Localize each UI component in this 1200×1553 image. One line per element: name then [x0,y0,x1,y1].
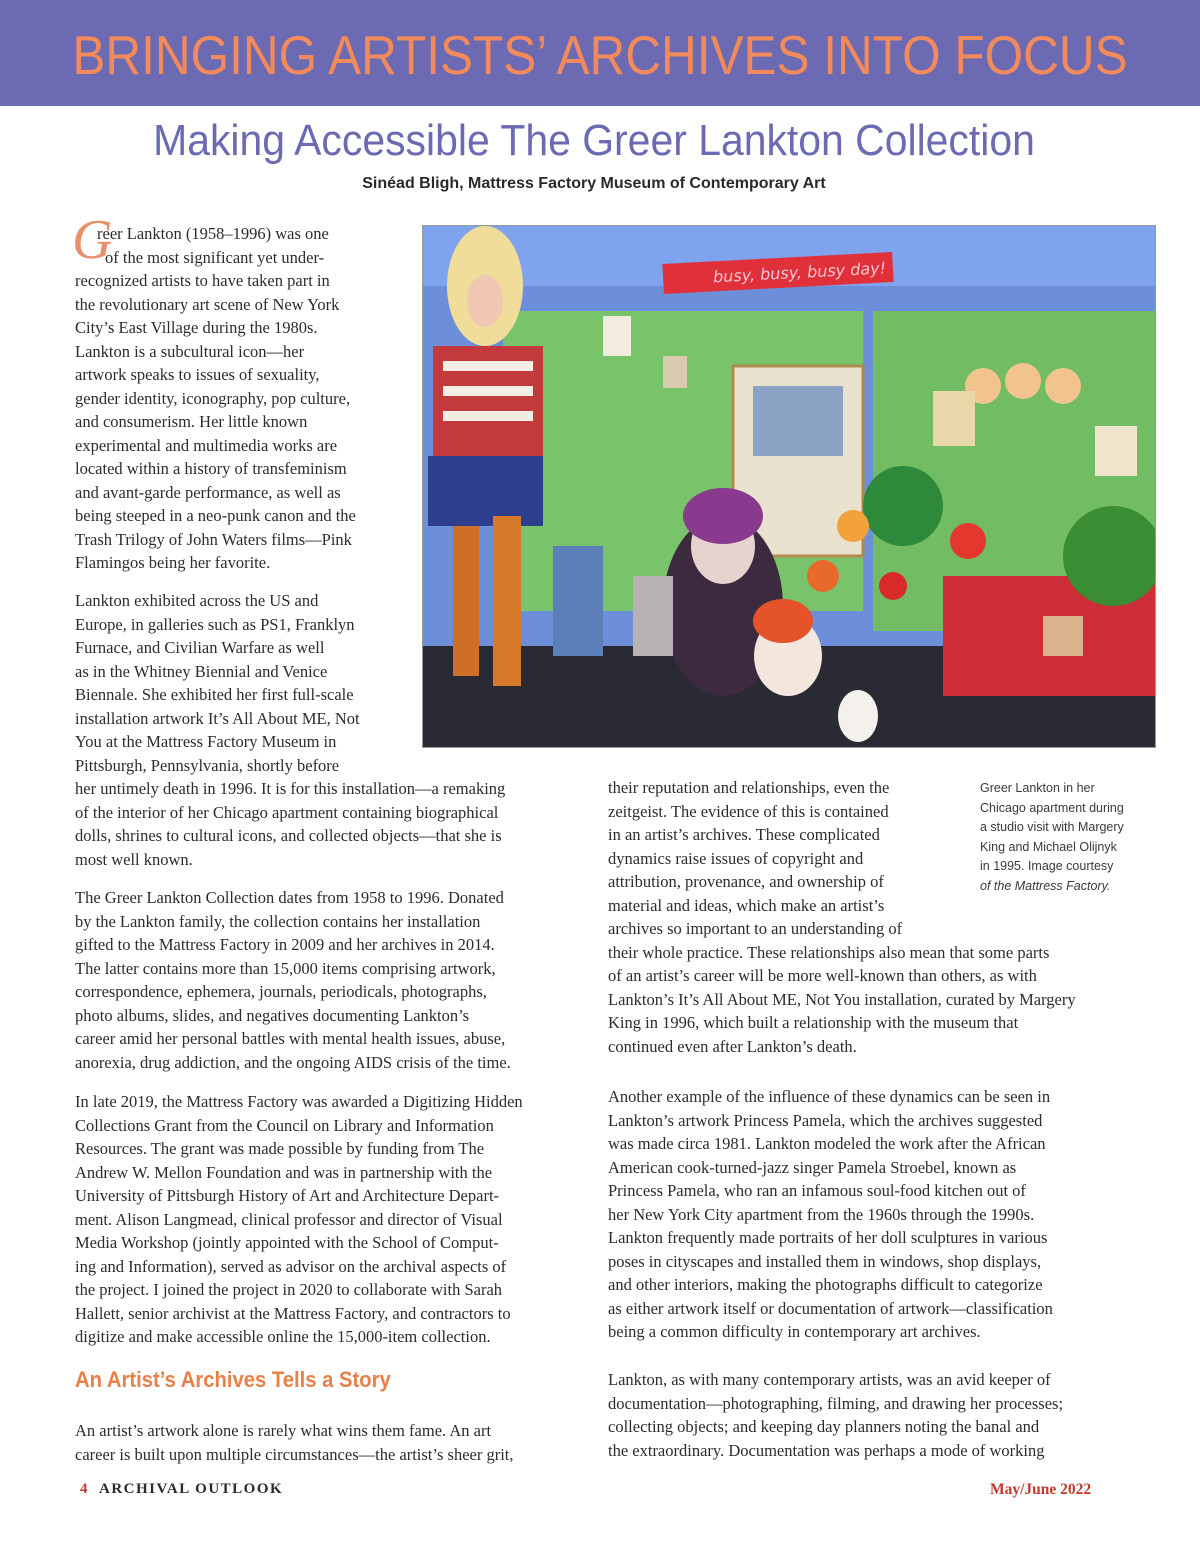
article-title: Making Accessible The Greer Lankton Collection [153,116,1035,165]
page-number: 4 [80,1481,89,1497]
paragraph-documentation: Lankton, as with many contemporary artists, was an avid keeper of documentation—photographing, filming, and drawing her processes; collecting objects; and keeping day planners noting the banal and the extraordinary. Documentation was perhaps a mode of working [608,1370,1064,1460]
photo-caption: Greer Lankton in her Chicago apartment during a studio visit with Margery King and Michael Olijnyk in 1995. Image courtesy of the Mattress Factory. [980,781,1124,893]
paragraph-princess-pamela: Another example of the influence of these dynamics can be seen in Lankton’s artwork Princess Pamela, which the archives suggested was made circa 1981. Lankton modeled the work after the African American cook-turned-jazz singer Pamela Stroebel, known as Princess Pamela, who ran an infamous soul-food kitchen out of her New York City apartment from the 1960s through the 1990s. Lankton frequently made portraits of her doll sculptures in various poses in cityscapes and installed them in windows, shop displays, and other interiors, making the photographs difficult to categorize as either artwork itself or documentation of artwork—classification being a common difficulty in contemporary art archives. [608,1087,1053,1341]
byline: Sinéad Bligh, Mattress Factory Museum of Contemporary Art [362,175,826,192]
apartment-photo-illustration [423,226,1155,747]
paragraph-collection: The Greer Lankton Collection dates from 1958 to 1996. Donated by the Lankton family, the collection contains her installation gifted to the Mattress Factory in 2009 and her archives in 2014. The latter contains more than 15,000 items comprising artwork, correspondence, ephemera, journals, periodicals, photographs, photo albums, slides, and negatives documenting Lankton’s career amid her personal battles with mental health issues, abuse, anorexia, drug addiction, and the ongoing AIDS crisis of the time. [75,888,511,1072]
paragraph-grant: In late 2019, the Mattress Factory was awarded a Digitizing Hidden Collections Grant from the Council on Library and Information Resources. The grant was made possible by funding from The Andrew W. Mellon Foundation and was in partnership with the University of Pittsburgh History of Art and Architecture Depart- ment. Alison Langmead, clinical professor and director of Visual Media Workshop (jointly appointed with the School of Comput- ing and Information), served as advisor on the archival aspects of the project. I joined the project in 2020 to collaborate with Sarah Hallett, senior archivist at the Mattress Factory, and contractors to digitize and make accessible online the 15,000-item collection. [75,1092,523,1346]
paragraph-exhibitions: Lankton exhibited across the US and Europe, in galleries such as PS1, Franklyn Furnace, and Civilian Warfare as well as in the Whitney Biennial and Venice Biennale. She exhibited her first full-scale installation artwork It’s All About ME, Not You at the Mattress Factory Museum in Pittsburgh, Pennsylvania, shortly before her untimely death in 1996. It is for this installation—a remaking of the interior of her Chicago apartment containing biographical dolls, shrines to cultural icons, and collected objects—that she is most well known. [75,591,506,869]
wall-sign-text: busy, busy, busy day! [712,258,887,287]
banner-title: BRINGING ARTISTS’ ARCHIVES INTO FOCUS [72,24,1128,86]
paragraph-intro: reer Lankton (1958–1996) was one of the most significant yet under- recognized artists to have taken part in the revolutionary art scene of New York City’s East Village during the 1980s. Lankton is a subcultural icon—her artwork speaks to issues of sexuality, gender identity, iconography, pop culture, and consumerism. Her little known experimental and multimedia works are located within a history of transfeminism and avant-garde performance, as well as being steeped in a neo-punk canon and the Trash Trilogy of John Waters films—Pink Flamingos being her favorite. [75,224,356,572]
paragraph-story: An artist’s artwork alone is rarely what wins them fame. An art career is built upon multiple circumstances—the artist’s sheer grit, [75,1421,514,1464]
section-heading: An Artist’s Archives Tells a Story [75,1367,391,1392]
title-banner [0,0,1200,106]
drop-cap: G [72,209,113,271]
publication-name: ARCHIVAL OUTLOOK [99,1481,284,1497]
issue-date: May/June 2022 [990,1481,1092,1498]
paragraph-reputation: their reputation and relationships, even the zeitgeist. The evidence of this is contained in an artist’s archives. These complicated dynamics raise issues of copyright and attribution, provenance, and ownership of material and ideas, which make an artist’s archives so important to an understanding of their whole practice. These relationships also mean that some parts of an artist’s career will be more well-known than others, as with Lankton’s It’s All About ME, Not You installation, curated by Margery King in 1996, which built a relationship with the museum that continued even after Lankton’s death. [608,778,1076,1056]
installation-photo [422,225,1156,748]
footer-publication [80,1481,283,1498]
